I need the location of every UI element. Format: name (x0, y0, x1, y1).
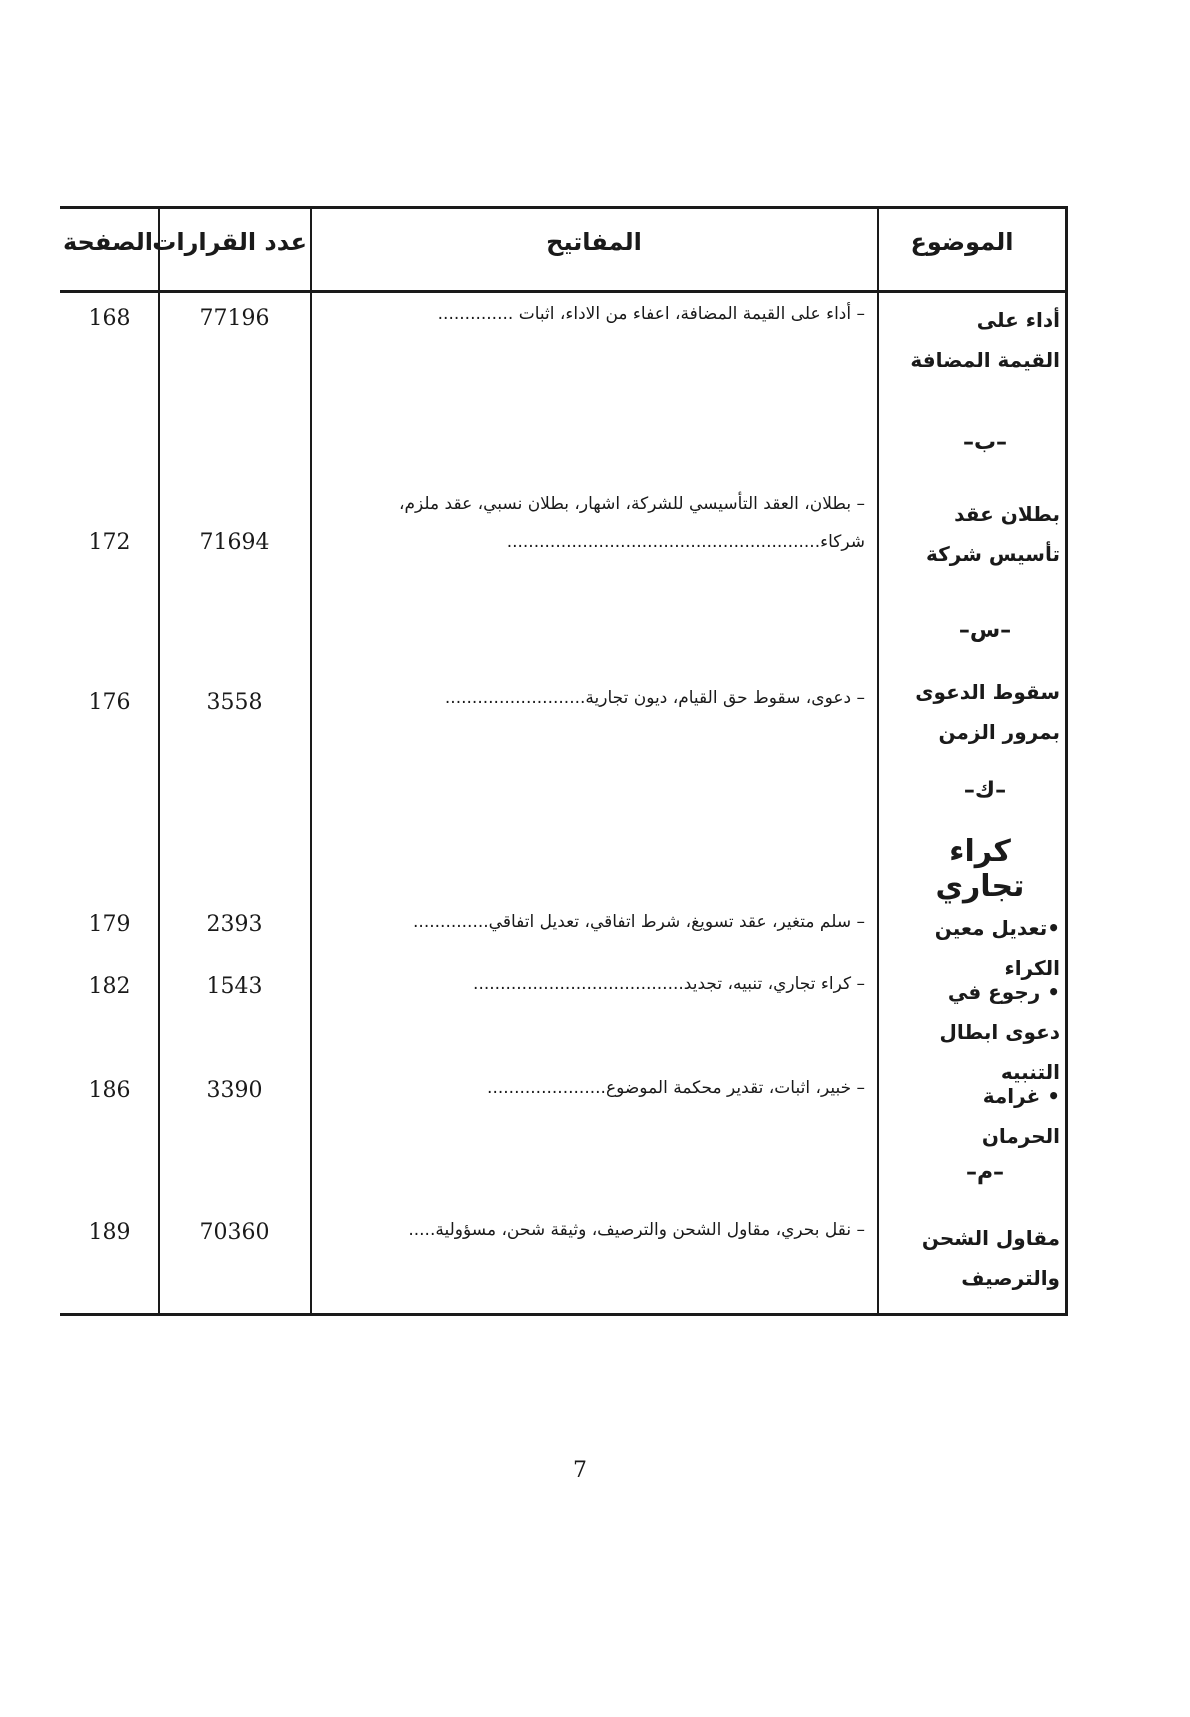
row-count: 71694 (199, 530, 270, 555)
header-divider (60, 290, 1068, 293)
row-keywords: – سلم متغير، عقد تسويغ، شرط اتفاقي، تعديل اتفاقي.............. (413, 912, 865, 932)
row-subject: •تعديل معين الكراء (934, 916, 1060, 980)
column-divider-keywords (877, 206, 879, 1313)
row-page: 168 (88, 306, 131, 331)
page-number: 7 (573, 1458, 587, 1483)
header-subject: الموضوع (910, 228, 1014, 256)
section-title: كراء تجاري (935, 834, 1025, 904)
row-count: 3558 (206, 690, 263, 715)
row-subject: سقوط الدعوى بمرور الزمن (915, 680, 1060, 744)
row-keywords: – نقل بحري، مقاول الشحن والترصيف، وثيقة شحن، مسؤولية..... (408, 1220, 865, 1240)
row-keywords: – أداء على القيمة المضافة، اعفاء من الاداء، اثبات .............. (437, 304, 865, 324)
letter-divider: –ب– (962, 430, 1008, 455)
row-keywords: – خبير، اثبات، تقدير محكمة الموضوع...................... (487, 1078, 865, 1098)
letter-divider: –س– (958, 618, 1012, 643)
row-count: 70360 (199, 1220, 270, 1245)
row-keywords-continued: شركاء.......................................................... (506, 532, 865, 552)
row-subject: • رجوع في دعوى ابطال التنبيه (939, 980, 1060, 1084)
row-subject: أداء على القيمة المضافة (910, 308, 1060, 372)
row-page: 182 (88, 974, 131, 999)
row-keywords: – بطلان، العقد التأسيسي للشركة، اشهار، بطلان نسبي، عقد ملزم، (399, 494, 865, 514)
column-divider-count (310, 206, 312, 1313)
row-page: 179 (88, 912, 131, 937)
header-page: الصفحة (62, 228, 153, 256)
row-subject: بطلان عقد تأسيس شركة (926, 502, 1060, 566)
row-page: 172 (88, 530, 131, 555)
row-count: 3390 (206, 1078, 263, 1103)
row-page: 186 (88, 1078, 131, 1103)
row-subject: مقاول الشحن والترصيف (921, 1226, 1060, 1290)
letter-divider: –م– (965, 1160, 1005, 1185)
header-count: عدد القرارات (152, 228, 307, 256)
row-keywords: – دعوى، سقوط حق القيام، ديون تجارية.......................... (444, 688, 865, 708)
row-page: 176 (88, 690, 131, 715)
row-keywords: – كراء تجاري، تنبيه، تجديد....................................... (473, 974, 865, 994)
row-page: 189 (88, 1220, 131, 1245)
row-count: 77196 (199, 306, 270, 331)
row-subject: • غرامة الحرمان (981, 1084, 1060, 1148)
row-count: 2393 (206, 912, 263, 937)
header-keywords: المفاتيح (546, 228, 642, 256)
row-count: 1543 (206, 974, 263, 999)
letter-divider: –ك– (963, 778, 1007, 803)
column-divider-page (158, 206, 160, 1313)
